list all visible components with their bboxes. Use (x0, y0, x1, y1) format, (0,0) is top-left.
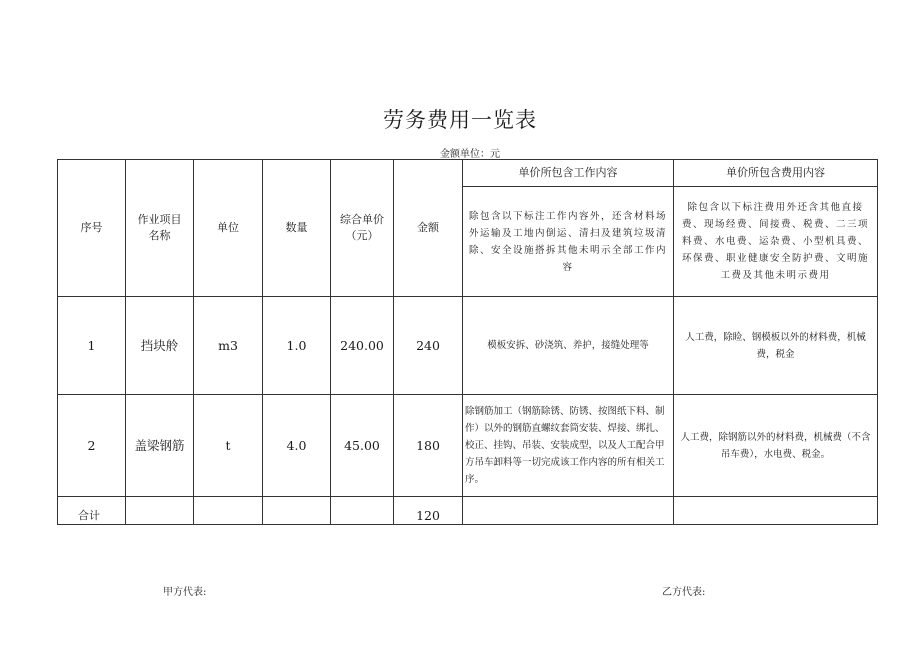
row-amount: 180 (394, 395, 463, 497)
page-title: 劳务费用一览表 (383, 108, 537, 132)
row-amount: 240 (394, 297, 463, 395)
row-item: 挡块舲 (126, 297, 194, 395)
row-unit: t (194, 395, 263, 497)
total-amount: 120 (394, 497, 463, 525)
table-row (58, 395, 878, 497)
header-item (126, 160, 194, 297)
table-row (58, 297, 878, 395)
header-item-text: 作业项目名称 (137, 213, 182, 242)
header-unit: 单位 (194, 160, 263, 297)
header-row (58, 160, 878, 187)
row-unit: m3 (194, 297, 263, 395)
header-cost-scope: 单价所包含费用内容 (674, 160, 878, 187)
unit-label: 金额单位：元 (440, 149, 500, 160)
header-unit-price-text: 综合单价（元） (340, 213, 384, 242)
header-cost-desc: 除包含以下标注费用外还含其他直接费、现场经费、间接费、税费、二三项料费、水电费、运杂费、小型机具费、环保费、职业健康安全防护费、文明施工费及其他未明示费用 (674, 187, 878, 297)
row-work-desc: 模板安拆、砂浇筑、养护，接缝处理等 (463, 297, 674, 395)
total-row (58, 497, 878, 525)
total-empty (331, 497, 394, 525)
total-empty (194, 497, 263, 525)
row-unit-price: 240.00 (331, 297, 394, 395)
labor-cost-table (57, 159, 878, 525)
row-qty: 4.0 (263, 395, 331, 497)
row-item: 盖梁钢筋 (126, 395, 194, 497)
row-seq: 2 (58, 395, 126, 497)
total-empty (126, 497, 194, 525)
row-seq: 1 (58, 297, 126, 395)
row-qty: 1.0 (263, 297, 331, 395)
row-unit-price: 45.00 (331, 395, 394, 497)
header-work-scope: 单价所包含工作内容 (463, 160, 674, 187)
row-cost-desc: 人工费，除睑、钢模板以外的材料费，机械费，税金 (674, 297, 878, 395)
header-amount: 金额 (394, 160, 463, 297)
total-label: 合计 (58, 497, 126, 525)
header-seq: 序号 (58, 160, 126, 297)
header-work-desc: 除包含以下标注工作内容外，还含材料场外运输及工地内倒运、清扫及建筑垃圾清除、安全设施搭拆其他未明示全部工作内容 (463, 187, 674, 297)
total-empty (263, 497, 331, 525)
total-empty (463, 497, 674, 525)
row-work-desc: 除钢筋加工（钢筋除锈、防锈、按图纸下料、制作）以外的钢筋直螺纹套筒安装、焊接、绑扎、校正、挂钩、吊装、安装成型，以及人工配合甲方吊车卸料等一切完成该工作内容的所有相关工序。 (463, 395, 674, 497)
row-cost-desc: 人工费，除钢筋以外的材料费，机械费（不含吊车费），水电费、税金。 (674, 395, 878, 497)
header-qty: 数量 (263, 160, 331, 297)
total-empty (674, 497, 878, 525)
party-b-signature-label: 乙方代表: (662, 587, 706, 598)
party-a-signature-label: 甲方代表: (163, 587, 207, 598)
header-unit-price (331, 160, 394, 297)
